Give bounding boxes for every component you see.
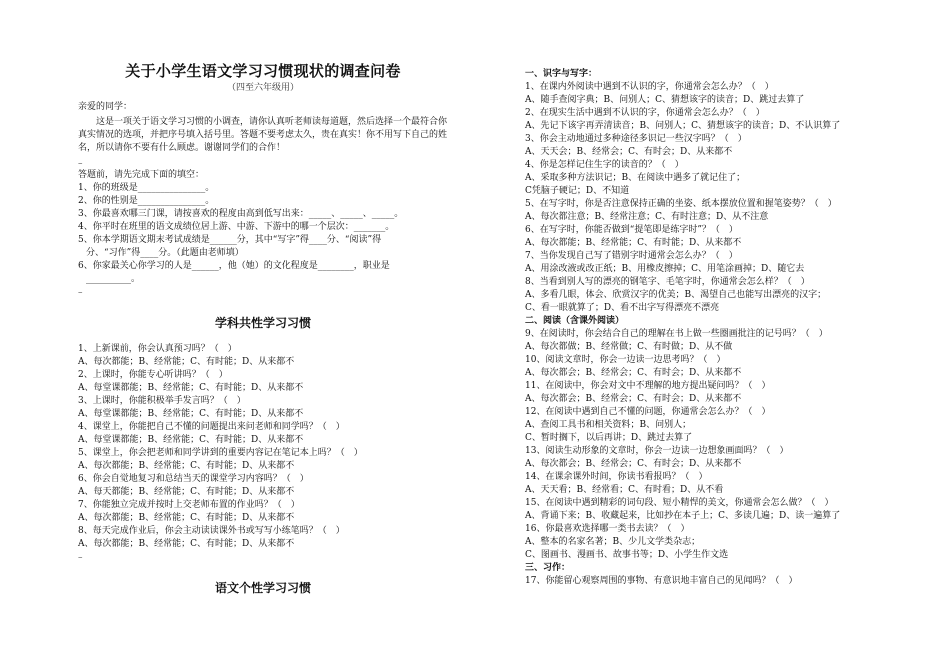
prelim-item: 1、你的班级是_______________。 <box>78 183 215 193</box>
question-line: A、多看几眼，体会、欣赏汉字的优美；B、渴望自己也能写出漂亮的汉字； <box>525 290 827 300</box>
intro-paragraph: 这是一项关于语文学习习惯的小调查，请你认真听老师读每道题，然后选择一个最符合你真实情况的选项，并把序号填入括号里。答题不要考虑太久，贵在真实！你不用写下自己的姓名，所以请你不要有什么顾虑。谢谢同学们的合作！ <box>78 117 448 153</box>
options-line: A、每次都能；B、经常能；C、有时能；D、从来都不 <box>78 357 295 367</box>
question-line: 14、在课余课外时间，你读书看报吗？（ ） <box>525 472 708 482</box>
prelim-item: 2、你的性别是_______________。 <box>78 196 215 206</box>
question-line: C、暂时搁下，以后再讲；D、跳过去算了 <box>525 433 693 443</box>
question-line: A、先记下该字再弄清读音；B、问别人；C、猜想该字的读音；D、不认识算了 <box>525 121 841 131</box>
question-line: C、看一眼就算了；D、看不出字写得漂亮不漂亮 <box>525 303 720 313</box>
page-title: 关于小学生语文学习习惯现状的调查问卷 <box>125 62 401 80</box>
question-line: A、天天会；B、经常会；C、有时会；D、从来都不 <box>525 147 733 157</box>
separator-dash: – <box>78 288 83 298</box>
question-line: 6、在写字时，你能否做到“提笔即是练字时”？（ ） <box>525 225 738 235</box>
question-line: 16、你最喜欢选择哪一类书去读？（ ） <box>525 524 690 534</box>
options-line: A、每天都能；B、经常能；C、有时能；D、从来都不 <box>78 487 295 497</box>
question-line: C、图画书、漫画书、故事书等；D、小学生作文选 <box>525 550 729 560</box>
question-line: 4、课堂上，你能把自己不懂的问题提出来问老师和同学吗？（ ） <box>78 422 345 432</box>
question-line: 17、你能留心观察周围的事物、有意识地丰富自己的见闻吗？（ ） <box>525 576 798 586</box>
separator-dash: – <box>78 159 83 169</box>
question-line: 1、在课内外阅读中遇到不认识的字，你通常会怎么办？（ ） <box>525 82 774 92</box>
prelim-item: 5、你本学期语文期末考试成绩是______分，其中“写字”得____分、“阅读”得 <box>78 235 382 245</box>
individual-habits-list <box>525 68 920 588</box>
options-line: A、每次都能；B、经常能；C、有时能；D、从来都不 <box>78 513 295 523</box>
section-heading: 二、阅读（含课外阅读） <box>525 316 625 326</box>
question-line: 7、你能独立完成并按时上交老师布置的作业吗？（ ） <box>78 500 300 510</box>
question-line: 1、上新课前，你会认真预习吗？（ ） <box>78 344 237 354</box>
question-line: 5、在写字时，你是否注意保持正确的坐姿、纸本摆放位置和握笔姿势？（ ） <box>525 199 837 209</box>
prelim-lead: 答题前，请先完成下面的填空： <box>78 170 205 180</box>
question-line: A、每次都会；B、经常会；C、有时会；D、从来都不 <box>525 459 742 469</box>
question-line: 15、在阅读中遇到精彩的词句段、短小精悍的美文，你通常会怎么做？（ ） <box>525 498 834 508</box>
question-line: 12、在阅读中遇到自己不懂的问题，你通常会怎么办？（ ） <box>525 407 771 417</box>
question-line: 3、你会主动地通过多种途径多识记一些汉字吗？（ ） <box>525 134 747 144</box>
separator-dash: – <box>78 553 83 563</box>
question-line: 2、在现实生活中遇到不认识的字，你通常会怎么办？（ ） <box>525 108 765 118</box>
question-line: A、每次都做；B、经常做；C、有时做；D、从不做 <box>525 342 733 352</box>
left-column <box>78 101 448 596</box>
question-line: A、整本的名家名著；B、少儿文学类杂志； <box>525 537 701 547</box>
question-line: A、每次都会；B、经常会；C、有时会；D、从来都不 <box>525 394 742 404</box>
question-line: A、查阅工具书和相关资料；B、问别人； <box>525 420 692 430</box>
right-column <box>525 68 920 588</box>
question-line: C凭脑子硬记；D、不知道 <box>525 186 630 196</box>
question-line: A、随手查阅字典；B、问别人；C、猜想该字的读音；D、跳过去算了 <box>525 95 805 105</box>
question-line: 8、当看到别人写的漂亮的钢笔字、毛笔字时，你通常会怎么样？（ ） <box>525 277 810 287</box>
question-line: A、采取多种方法识记；B、在阅读中遇多了就记住了； <box>525 173 746 183</box>
question-line: 4、你是怎样记住生字的读音的？（ ） <box>525 160 684 170</box>
prelim-item: 分、“习作”得____分。（此题由老师填） <box>86 248 244 258</box>
prelim-item: 4、你平时在班里的语文成绩位居上游、中游、下游中的哪一个层次：_______。 <box>78 222 395 232</box>
question-line: 13、阅读生动形象的文章时，你会一边读一边想象画面吗？（ ） <box>525 446 789 456</box>
question-line: 7、当你发现自己写了错别字时通常会怎么办？（ ） <box>525 251 738 261</box>
question-line: 3、上课时，你能积极举手发言吗？（ ） <box>78 396 246 406</box>
question-line: 10、阅读文章时，你会一边读一边思考吗？（ ） <box>525 355 726 365</box>
question-line: 11、在阅读中，你会对文中不理解的地方提出疑问吗？（ ） <box>525 381 771 391</box>
question-line: A、每次都注意；B、经常注意；C、有时注意；D、从不注意 <box>525 212 769 222</box>
prelim-item: __________。 <box>86 274 141 284</box>
prelim-item: 6、你家最关心你学习的人是______，他（她）的文化程度是________，职业是 <box>78 261 390 271</box>
options-line: A、每堂课都能；B、经常能；C、有时能；D、从来都不 <box>78 409 304 419</box>
question-line: 5、课堂上，你会把老师和同学讲到的重要内容记在笔记本上吗？（ ） <box>78 448 363 458</box>
options-line: A、每次都能；B、经常能；C、有时能；D、从来都不 <box>78 539 295 549</box>
section-title-general: 学科共性学习习惯 <box>214 316 311 330</box>
options-line: A、每次都能；B、经常能；C、有时能；D、从来都不 <box>78 461 295 471</box>
question-line: A、每次都能；B、经常能；C、有时能；D、从来都不 <box>525 238 742 248</box>
question-line: 6、你会自觉地复习和总结当天的课堂学习内容吗？（ ） <box>78 474 309 484</box>
section-title-individual: 语文个性学习习惯 <box>214 581 311 595</box>
question-line: A、天天看；B、经常看；C、有时看；D、从不看 <box>525 485 724 495</box>
options-line: A、每堂课都能；B、经常能；C、有时能；D、从来都不 <box>78 435 304 445</box>
section-heading: 一、识字与写字： <box>525 69 598 79</box>
question-line: A、用涂改液或改正纸；B、用橡皮擦掉；C、用笔涂画掉；D、随它去 <box>525 264 805 274</box>
question-line: 9、在阅读时，你会结合自己的理解在书上做一些圈画批注的记号吗？（ ） <box>525 329 828 339</box>
question-line: 8、每天完成作业后，你会主动读读课外书或写写小练笔吗？（ ） <box>78 526 345 536</box>
question-line: A、每次都会；B、经常会；C、有时会；D、从来都不 <box>525 368 742 378</box>
general-habits-list <box>78 343 448 551</box>
question-line: A、背诵下来；B、收藏起来，比如抄在本子上；C、多读几遍；D、读一遍算了 <box>525 511 841 521</box>
question-line: 2、上课时，你能专心听讲吗？（ ） <box>78 370 228 380</box>
section-heading: 三、习作： <box>525 563 571 573</box>
greeting: 亲爱的同学： <box>78 102 133 112</box>
options-line: A、每堂课都能；B、经常能；C、有时能；D、从来都不 <box>78 383 304 393</box>
page-subtitle: （四至六年级用） <box>226 83 299 93</box>
prelim-item: 3、你最喜欢哪三门课，请按喜欢的程度由高到低写出来：_____、_____、_____。 <box>78 209 404 219</box>
